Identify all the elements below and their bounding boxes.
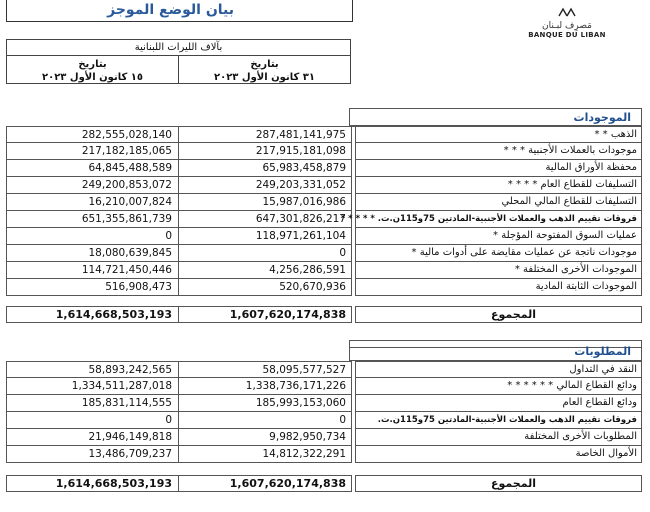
asset-current-value: 249,203,331,052 (179, 177, 352, 194)
bank-name-english: BANQUE DU LIBAN (528, 31, 606, 39)
liability-row (6, 429, 642, 446)
liability-label: الأموال الخاصة (355, 446, 642, 463)
asset-label: التسليفات للقطاع العام * * * * (355, 177, 642, 194)
liability-label: المطلوبات الأخرى المختلفة (355, 429, 642, 446)
asset-previous-value: 18,080,639,845 (6, 245, 179, 262)
asset-label: التسليفات للقطاع المالي المحلي (355, 194, 642, 211)
liabilities-table (6, 361, 642, 463)
liability-current-value: 185,993,153,060 (179, 395, 352, 412)
asset-label: عمليات السوق المفتوحة المؤجلة * (355, 228, 642, 245)
asset-row (6, 262, 642, 279)
liabilities-total-previous: 1,614,668,503,193 (6, 475, 179, 492)
asset-previous-value: 651,355,861,739 (6, 211, 179, 228)
asset-current-value: 647,301,826,217 (179, 211, 352, 228)
previous-date-header (6, 55, 179, 84)
liability-row (6, 378, 642, 395)
assets-total-previous: 1,614,668,503,193 (6, 306, 179, 323)
liabilities-total-table (6, 475, 642, 493)
asset-label: موجودات ناتجة عن عمليات مقايضة على أدوات مالية * (355, 245, 642, 262)
asset-previous-value: 16,210,007,824 (6, 194, 179, 211)
asset-row (6, 279, 642, 296)
asset-label: الموجودات الثابتة المادية (355, 279, 642, 296)
asset-label: محفظة الأوراق المالية (355, 160, 642, 177)
asset-label: فروقات تقييم الذهب والعملات الأجنبية-المادتين 75و115ن.ت. * * * * * (355, 211, 642, 228)
asset-row (6, 126, 642, 143)
asset-row (6, 211, 642, 228)
current-date-value: ٣١ كانون الأول ٢٠٢٣ (214, 72, 315, 83)
asset-current-value: 15,987,016,986 (179, 194, 352, 211)
asset-current-value: 520,670,936 (179, 279, 352, 296)
unit-header: بآلاف الليرات اللبنانية (6, 39, 351, 55)
asset-row (6, 228, 642, 245)
bank-name-arabic: مَصرِف لبـنان (542, 21, 592, 31)
asset-previous-value: 249,200,853,072 (6, 177, 179, 194)
asset-label: موجودات بالعملات الأجنبية * * * (355, 143, 642, 160)
liability-row (6, 446, 642, 463)
bank-emblem-icon (558, 7, 576, 17)
assets-total-label: المجموع (355, 306, 642, 323)
asset-current-value: 65,983,458,879 (179, 160, 352, 177)
liability-row (6, 361, 642, 378)
liability-previous-value: 13,486,709,237 (6, 446, 179, 463)
asset-current-value: 118,971,261,104 (179, 228, 352, 245)
asset-label: الذهب * * (355, 126, 642, 143)
liability-previous-value: 0 (6, 412, 179, 429)
asset-label: الموجودات الأخرى المختلفة * (355, 262, 642, 279)
previous-date-label: بتاريخ (78, 59, 107, 70)
liability-row (6, 412, 642, 429)
liability-current-value: 0 (179, 412, 352, 429)
liabilities-heading: المطلوبات (349, 343, 642, 361)
liability-label: النقد في التداول (355, 361, 642, 378)
asset-current-value: 0 (179, 245, 352, 262)
current-date-header (178, 55, 351, 84)
asset-previous-value: 64,845,488,589 (6, 160, 179, 177)
asset-row (6, 160, 642, 177)
liability-previous-value: 1,334,511,287,018 (6, 378, 179, 395)
bank-logo (492, 2, 642, 39)
asset-previous-value: 0 (6, 228, 179, 245)
asset-current-value: 4,256,286,591 (179, 262, 352, 279)
liabilities-total-current: 1,607,620,174,838 (179, 475, 352, 492)
asset-row (6, 194, 642, 211)
liability-current-value: 58,095,577,527 (179, 361, 352, 378)
asset-row (6, 143, 642, 160)
asset-row (6, 245, 642, 262)
asset-previous-value: 114,721,450,446 (6, 262, 179, 279)
liability-current-value: 14,812,322,291 (179, 446, 352, 463)
previous-date-value: ١٥ كانون الأول ٢٠٢٣ (42, 72, 143, 83)
asset-current-value: 287,481,141,975 (179, 126, 352, 143)
page-title: بيان الوضع الموجز (6, 0, 353, 22)
liability-label: ودائع القطاع العام (355, 395, 642, 412)
assets-heading: الموجودات (349, 108, 642, 126)
assets-table (6, 126, 642, 296)
liability-previous-value: 58,893,242,565 (6, 361, 179, 378)
asset-previous-value: 217,182,185,065 (6, 143, 179, 160)
current-date-label: بتاريخ (250, 59, 279, 70)
asset-previous-value: 282,555,028,140 (6, 126, 179, 143)
liability-row (6, 395, 642, 412)
liabilities-total-row (6, 475, 642, 492)
liability-previous-value: 185,831,114,555 (6, 395, 179, 412)
liability-current-value: 9,982,950,734 (179, 429, 352, 446)
liability-label: فروقات تقييم الذهب والعملات الأجنبية-المادتين 75و115ن.ت. (355, 412, 642, 429)
liabilities-total-label: المجموع (355, 475, 642, 492)
asset-previous-value: 516,908,473 (6, 279, 179, 296)
liability-current-value: 1,338,736,171,226 (179, 378, 352, 395)
liability-previous-value: 21,946,149,818 (6, 429, 179, 446)
assets-total-table (6, 306, 642, 324)
assets-total-current: 1,607,620,174,838 (179, 306, 352, 323)
liability-label: ودائع القطاع المالي * * * * * * (355, 378, 642, 395)
assets-total-row (6, 306, 642, 323)
asset-current-value: 217,915,181,098 (179, 143, 352, 160)
asset-row (6, 177, 642, 194)
